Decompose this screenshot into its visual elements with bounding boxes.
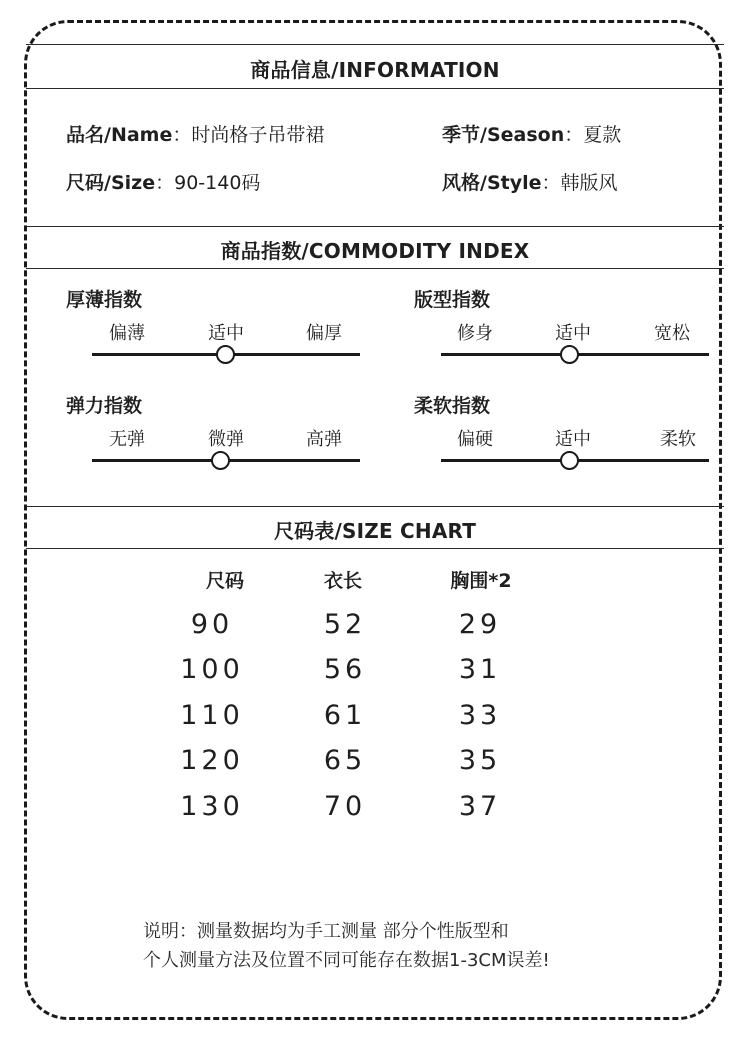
info-size-label: 尺码/Size [66,172,156,194]
size-table-cell: 56 [323,654,367,685]
index-title-thickness: 厚薄指数 [66,289,143,311]
section-title-information: 商品信息/INFORMATION [250,58,500,82]
info-separator: ： [172,124,192,146]
size-table-cell: 90 [190,609,234,640]
size-table-cell: 100 [180,654,244,685]
info-style-value: 韩版风 [560,172,618,194]
index-elasticity-label-mid: 微弹 [208,429,244,450]
index-thickness-label-high: 偏厚 [306,323,342,344]
divider-index-bottom [26,268,724,269]
index-fit-label-mid: 适中 [555,323,591,344]
index-fit-indicator [560,345,579,364]
info-size [66,168,260,195]
divider-information [26,88,724,89]
size-table-header-chest: 胸围*2 [450,570,512,592]
size-table-cell: 37 [458,791,502,822]
size-table-cell: 120 [180,745,244,776]
index-elasticity-label-low: 无弹 [109,429,145,450]
index-softness-label-low: 偏硬 [457,429,493,450]
info-size-value: 90-140码 [174,172,261,194]
size-table-header-size: 尺码 [205,570,244,592]
info-separator: ： [155,172,175,194]
measurement-note-line-1: 说明：测量数据均为手工测量 部分个性版型和 [143,921,509,942]
index-title-elasticity: 弹力指数 [66,395,143,417]
index-fit-label-high: 宽松 [654,323,690,344]
index-title-fit: 版型指数 [414,289,491,311]
measurement-note-line-2: 个人测量方法及位置不同可能存在数据1-3CM误差! [143,950,550,971]
index-softness-indicator [560,451,579,470]
divider-size-bottom [26,548,724,549]
info-separator: ： [564,124,584,146]
info-separator: ： [541,172,561,194]
index-thickness-label-low: 偏薄 [109,323,145,344]
size-table-cell: 35 [458,745,502,776]
info-name-label: 品名/Name [66,124,173,146]
index-thickness-label-mid: 适中 [208,323,244,344]
size-table-cell: 61 [323,700,367,731]
index-softness-label-high: 柔软 [660,429,696,450]
size-table-cell: 70 [323,791,367,822]
section-title-size-chart: 尺码表/SIZE CHART [273,519,477,543]
info-style [442,168,618,195]
info-season-value: 夏款 [583,124,622,146]
divider-size-top [26,506,724,507]
info-name [66,120,324,147]
index-softness-label-mid: 适中 [555,429,591,450]
divider-top [26,44,724,45]
size-table-cell: 29 [458,609,502,640]
info-season [442,120,621,147]
divider-index-top [26,226,724,227]
index-thickness-indicator [216,345,235,364]
info-season-label: 季节/Season [442,124,565,146]
index-fit-label-low: 修身 [457,323,493,344]
info-name-value: 时尚格子吊带裙 [191,124,325,146]
size-table-cell: 31 [458,654,502,685]
size-table-cell: 65 [323,745,367,776]
index-elasticity-indicator [211,451,230,470]
size-table-cell: 110 [180,700,244,731]
size-table-cell: 52 [323,609,367,640]
size-table-header-length: 衣长 [323,570,362,592]
index-elasticity-label-high: 高弹 [306,429,342,450]
section-title-commodity-index: 商品指数/COMMODITY INDEX [220,239,530,263]
size-table-cell: 130 [180,791,244,822]
index-title-softness: 柔软指数 [414,395,491,417]
size-table-cell: 33 [458,700,502,731]
info-style-label: 风格/Style [442,172,542,194]
